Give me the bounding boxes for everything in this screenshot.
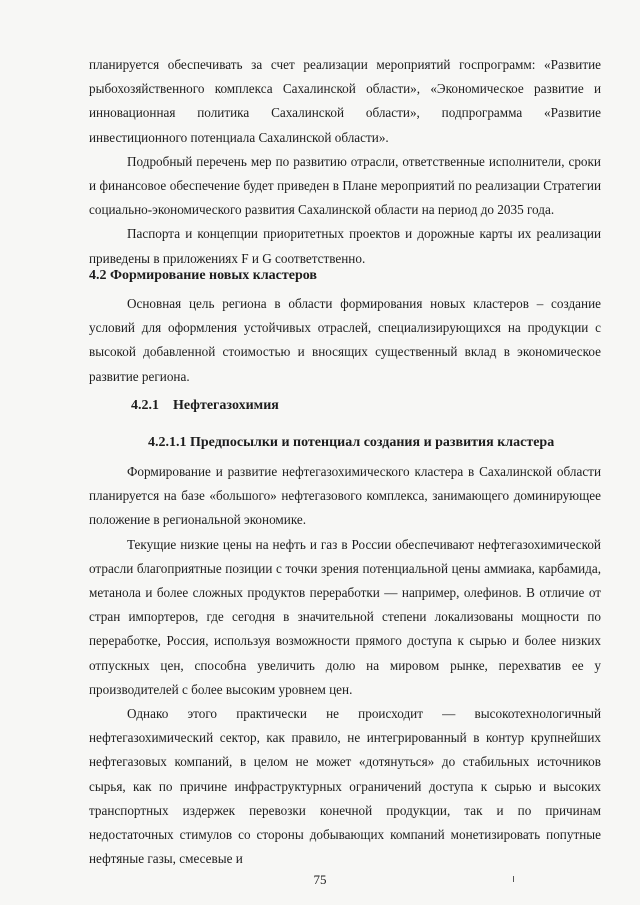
paragraph-6: Текущие низкие цены на нефть и газ в России обеспечивают нефтегазохимической отрасли благоприятные позиции с точки зрения потенциальной цены аммиака, карбамида, метанола и более сложных продуктов переработки — например, олефинов. В отличие от стран импортеров, где сегодня в значительной степени локализованы мощности по переработке, Россия, используя возможности прямого доступа к сырью и более низких отпускных цен, способна увеличить долю на мировом рынке, перехватив ее у производителей с более высоким уровнем цен. <box>89 536 601 697</box>
paragraph-5: Формирование и развитие нефтегазохимического кластера в Сахалинской области планируется на базе «большого» нефтегазового комплекса, занимающего доминирующее положение в региональной экономике. <box>89 464 601 528</box>
text-block-4-2-1-1 <box>89 460 601 871</box>
section-heading-4-2: 4.2 Формирование новых кластеров <box>89 268 317 283</box>
subsection-number: 4.2.1 <box>131 398 159 413</box>
page-number: 75 <box>313 872 327 887</box>
scan-artifact <box>513 876 514 882</box>
paragraph-4: Основная цель региона в области формирования новых кластеров – создание условий для оформления устойчивых отраслей, специализирующихся на продукции с высокой добавленной стоимостью и вносящих существенный вклад в экономическое развитие региона. <box>89 296 601 384</box>
subsubsection-heading-4-2-1-1: 4.2.1.1 Предпосылки и потенциал создания и развития кластера <box>148 435 555 450</box>
text-block-intro <box>89 53 601 271</box>
text-block-4-2 <box>89 292 601 389</box>
subsection-title: Нефтегазохимия <box>173 398 279 413</box>
subsection-heading-4-2-1 <box>131 398 279 414</box>
paragraph-2: Подробный перечень мер по развитию отрасли, ответственные исполнители, сроки и финансовое обеспечение будет приведен в Плане мероприятий по реализации Стратегии социально-экономического развития Сахалинской области на период до 2035 года. <box>89 153 601 218</box>
paragraph-1: планируется обеспечивать за счет реализации мероприятий госпрограмм: «Развитие рыбохозяйственного комплекса Сахалинской области», «Экономическое развитие и инновационная политика Сахалинской области», подпрограмма «Развитие инвестиционного потенциала Сахалинской области». <box>89 57 601 145</box>
paragraph-3: Паспорта и концепции приоритетных проектов и дорожные карты их реализации приведены в приложениях F и G соответственно. <box>89 226 601 266</box>
paragraph-7: Однако этого практически не происходит — высокотехнологичный нефтегазохимический сектор, как правило, не интегрированный в контур крупнейших нефтегазовых компаний, в целом не может «дотянуться» до стабильных источников сырья, как по причине инфраструктурных ограничений доступа к сырью и высоких транспортных издержек перевозки конечной продукции, так и по причинам недостаточных стимулов со стороны добывающих компаний монетизировать попутные нефтяные газы, смесевые и <box>89 706 601 867</box>
